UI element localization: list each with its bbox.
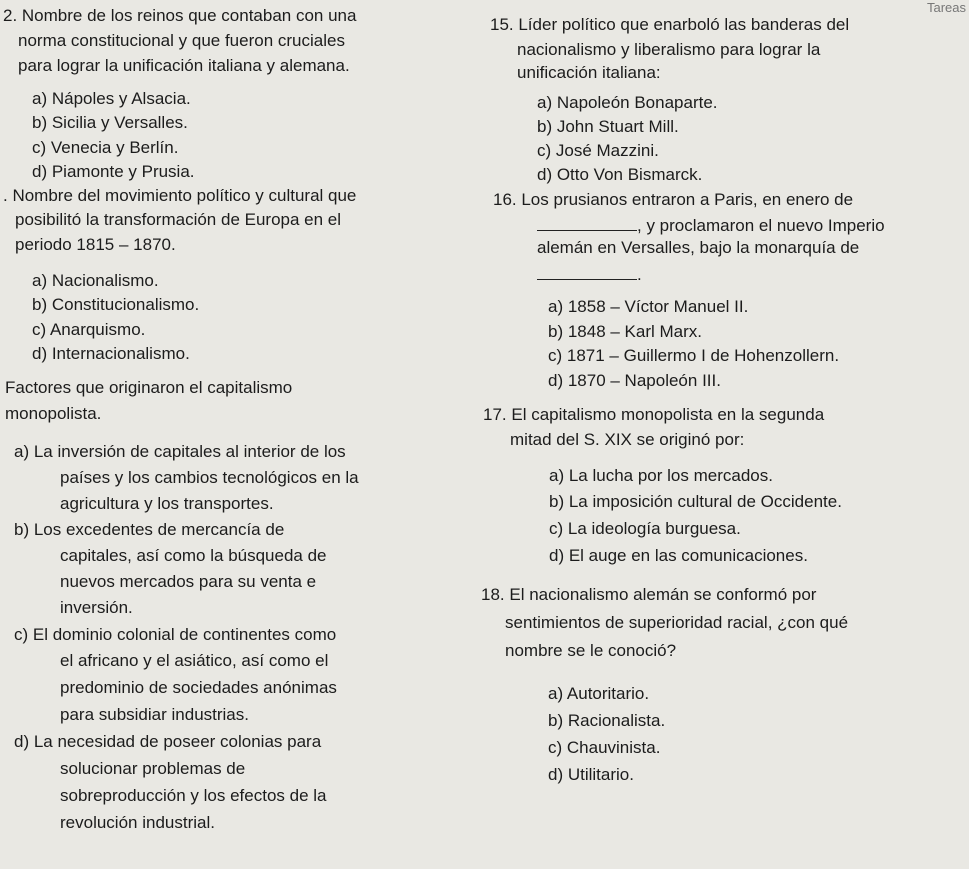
question-16-title: 16. Los prusianos entraron a Paris, en enero de bbox=[493, 190, 854, 209]
question-17-option-d[interactable]: d) El auge en las comunicaciones. bbox=[549, 546, 808, 565]
question-4-option-b-cont: inversión. bbox=[60, 598, 133, 617]
question-16-title-cont: alemán en Versalles, bajo la monarquía de bbox=[537, 238, 860, 257]
question-15-option-b[interactable]: b) John Stuart Mill. bbox=[537, 117, 679, 136]
question-3-option-a[interactable]: a) Nacionalismo. bbox=[32, 271, 159, 290]
question-2-option-a[interactable]: a) Nápoles y Alsacia. bbox=[32, 89, 191, 108]
question-2-option-c[interactable]: c) Venecia y Berlín. bbox=[32, 138, 179, 157]
question-3-title: . Nombre del movimiento político y cultural que bbox=[3, 186, 357, 205]
question-4-option-a-cont: agricultura y los transportes. bbox=[60, 494, 274, 513]
question-4-option-d-cont: solucionar problemas de bbox=[60, 759, 246, 778]
question-15-title: nacionalismo y liberalismo para lograr la bbox=[517, 40, 821, 59]
question-18-option-b[interactable]: b) Racionalista. bbox=[548, 711, 666, 730]
question-16-title-cont: , y proclamaron el nuevo Imperio bbox=[637, 216, 885, 235]
question-4-option-d-cont: sobreproducción y los efectos de la bbox=[60, 786, 327, 805]
question-2-title: norma constitucional y que fueron cruciales bbox=[18, 31, 345, 50]
question-16-end-line bbox=[537, 263, 642, 285]
answer-blank[interactable] bbox=[537, 263, 637, 280]
question-16-option-d[interactable]: d) 1870 – Napoleón III. bbox=[548, 371, 721, 390]
question-17-option-a[interactable]: a) La lucha por los mercados. bbox=[549, 466, 773, 485]
question-4-option-c-cont: predominio de sociedades anónimas bbox=[60, 678, 337, 697]
question-3-title: periodo 1815 – 1870. bbox=[15, 235, 176, 254]
question-4-option-c-cont: el africano y el asiático, así como el bbox=[60, 651, 329, 670]
question-4-option-b-cont: capitales, así como la búsqueda de bbox=[60, 546, 327, 565]
question-4-option-b[interactable]: b) Los excedentes de mercancía de bbox=[14, 520, 285, 539]
question-15-title: unificación italiana: bbox=[517, 63, 661, 82]
question-17-title: 17. El capitalismo monopolista en la segunda bbox=[483, 405, 825, 424]
question-2-option-b[interactable]: b) Sicilia y Versalles. bbox=[32, 113, 188, 132]
question-16-blank-line bbox=[537, 214, 885, 236]
question-16-option-c[interactable]: c) 1871 – Guillermo I de Hohenzollern. bbox=[548, 346, 840, 365]
question-4-option-d[interactable]: d) La necesidad de poseer colonias para bbox=[14, 732, 322, 751]
question-4-option-d-cont: revolución industrial. bbox=[60, 813, 215, 832]
question-2-title: para lograr la unificación italiana y alemana. bbox=[18, 56, 350, 75]
question-18-option-c[interactable]: c) Chauvinista. bbox=[548, 738, 661, 757]
question-3-option-d[interactable]: d) Internacionalismo. bbox=[32, 344, 190, 363]
question-18-title: nombre se le conoció? bbox=[505, 641, 677, 660]
question-4-title: Factores que originaron el capitalismo bbox=[5, 378, 293, 397]
question-4-title: monopolista. bbox=[5, 404, 102, 423]
question-15-option-d[interactable]: d) Otto Von Bismarck. bbox=[537, 165, 703, 184]
question-2-title: 2. Nombre de los reinos que contaban con una bbox=[3, 6, 357, 25]
question-18-title: 18. El nacionalismo alemán se conformó por bbox=[481, 585, 817, 604]
question-15-option-c[interactable]: c) José Mazzini. bbox=[537, 141, 659, 160]
question-4-option-c-cont: para subsidiar industrias. bbox=[60, 705, 249, 724]
answer-blank[interactable] bbox=[537, 214, 637, 231]
question-17-option-b[interactable]: b) La imposición cultural de Occidente. bbox=[549, 492, 842, 511]
question-16-option-a[interactable]: a) 1858 – Víctor Manuel II. bbox=[548, 297, 749, 316]
question-3-title: posibilitó la transformación de Europa en el bbox=[15, 210, 342, 229]
header-label: Tareas bbox=[927, 0, 967, 15]
question-4-option-c[interactable]: c) El dominio colonial de continentes como bbox=[14, 625, 337, 644]
question-18-option-d[interactable]: d) Utilitario. bbox=[548, 765, 634, 784]
question-16-option-b[interactable]: b) 1848 – Karl Marx. bbox=[548, 322, 703, 341]
question-15-title: 15. Líder político que enarboló las banderas del bbox=[490, 15, 850, 34]
question-4-option-b-cont: nuevos mercados para su venta e bbox=[60, 572, 317, 591]
question-3-option-c[interactable]: c) Anarquismo. bbox=[32, 320, 146, 339]
question-16-period: . bbox=[637, 265, 642, 284]
question-17-title: mitad del S. XIX se originó por: bbox=[510, 430, 745, 449]
question-4-option-a-cont: países y los cambios tecnológicos en la bbox=[60, 468, 359, 487]
question-17-option-c[interactable]: c) La ideología burguesa. bbox=[549, 519, 741, 538]
question-4-option-a[interactable]: a) La inversión de capitales al interior de los bbox=[14, 442, 346, 461]
question-18-option-a[interactable]: a) Autoritario. bbox=[548, 684, 650, 703]
question-15-option-a[interactable]: a) Napoleón Bonaparte. bbox=[537, 93, 718, 112]
question-3-option-b[interactable]: b) Constitucionalismo. bbox=[32, 295, 200, 314]
question-18-title: sentimientos de superioridad racial, ¿con qué bbox=[505, 613, 849, 632]
question-2-option-d[interactable]: d) Piamonte y Prusia. bbox=[32, 162, 195, 181]
